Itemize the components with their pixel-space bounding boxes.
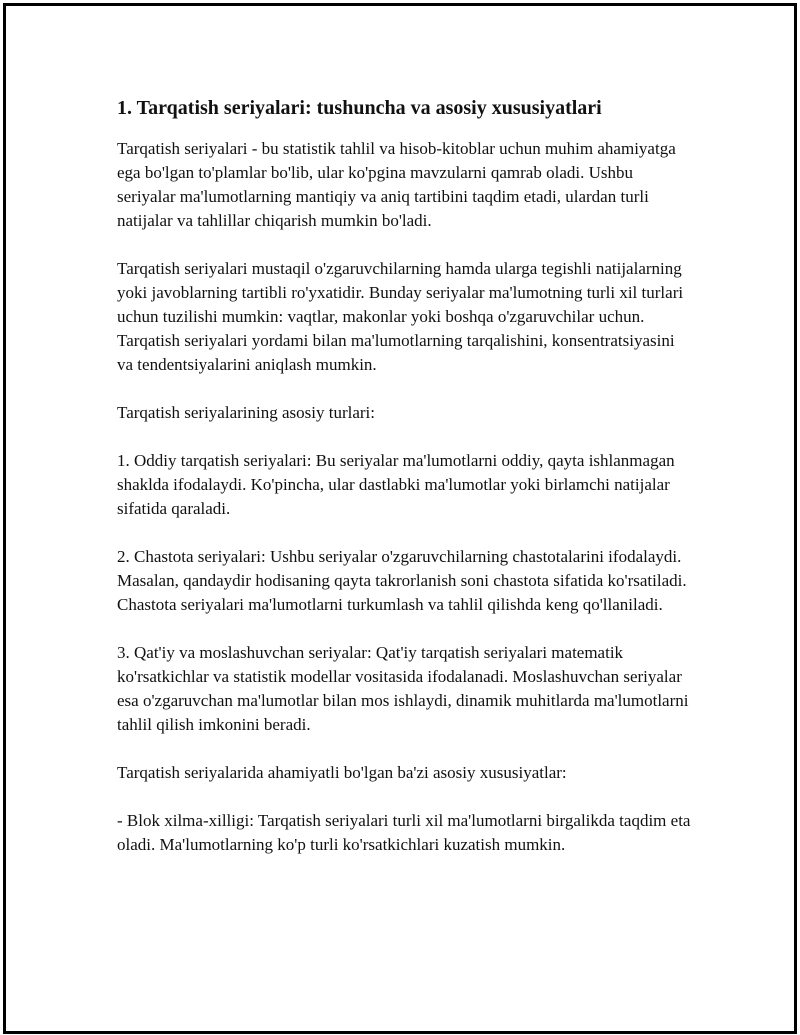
paragraph-type-1: 1. Oddiy tarqatish seriyalari: Bu seriyalar ma'lumotlarni oddiy, qayta ishlanmagan shaklda ifodalaydi. Ko'pincha, ular dastlabki ma'lumotlar yoki birlamchi natijalar sifatida qaraladi. [117, 451, 675, 518]
paragraph-type-3: 3. Qat'iy va moslashuvchan seriyalar: Qat'iy tarqatish seriyalari matematik ko'rsatkichlar va statistik modellar vositasida ifodalanadi. Moslashuvchan seriyalar esa o'zgaruvchan ma'lumotlar bilan mos ishlaydi, dinamik muhitlarda ma'lumotlarni tahlil qilish imkonini beradi. [117, 643, 689, 734]
section-heading: 1. Tarqatish seriyalari: tushuncha va asosiy xususiyatlari [117, 97, 602, 119]
paragraph-features-lead: Tarqatish seriyalarida ahamiyatli bo'lgan ba'zi asosiy xususiyatlar: [117, 763, 567, 782]
paragraph-intro: Tarqatish seriyalari - bu statistik tahlil va hisob-kitoblar uchun muhim ahamiyatga ega bo'lgan to'plamlar bo'lib, ular ko'pgina mavzularni qamrab oladi. Ushbu seriyalar ma'lumotlarning mantiqiy va aniq tartibini taqdim etadi, ulardan turli natijalar va tahlillar chiqarish mumkin bo'ladi. [117, 139, 676, 230]
paragraph-definition: Tarqatish seriyalari mustaqil o'zgaruvchilarning hamda ularga tegishli natijalarning yoki javoblarning tartibli ro'yxatidir. Bunday seriyalar ma'lumotning turli xil turlari uchun tuzilishi mumkin: vaqtlar, makonlar yoki boshqa o'zgaruvchilar uchun. Tarqatish seriyalari yordami bilan ma'lumotlarning tarqalishini, konsentratsiyasini va tendentsiyalarini aniqlash mumkin. [117, 259, 684, 374]
paragraph-feature-1: - Blok xilma-xilligi: Tarqatish seriyalari turli xil ma'lumotlarni birgalikda taqdim eta oladi. Ma'lumotlarning ko'p turli ko'rsatkichlari kuzatish mumkin. [117, 811, 691, 854]
paragraph-types-lead: Tarqatish seriyalarining asosiy turlari: [117, 403, 375, 422]
paragraph-type-2: 2. Chastota seriyalari: Ushbu seriyalar o'zgaruvchilarning chastotalarini ifodalaydi. Masalan, qandaydir hodisaning qayta takrorlanish soni chastota sifatida ko'rsatiladi. Chastota seriyalari ma'lumotlarni turkumlash va tahlil qilishda keng qo'llaniladi. [117, 547, 687, 614]
document-body [117, 95, 692, 881]
